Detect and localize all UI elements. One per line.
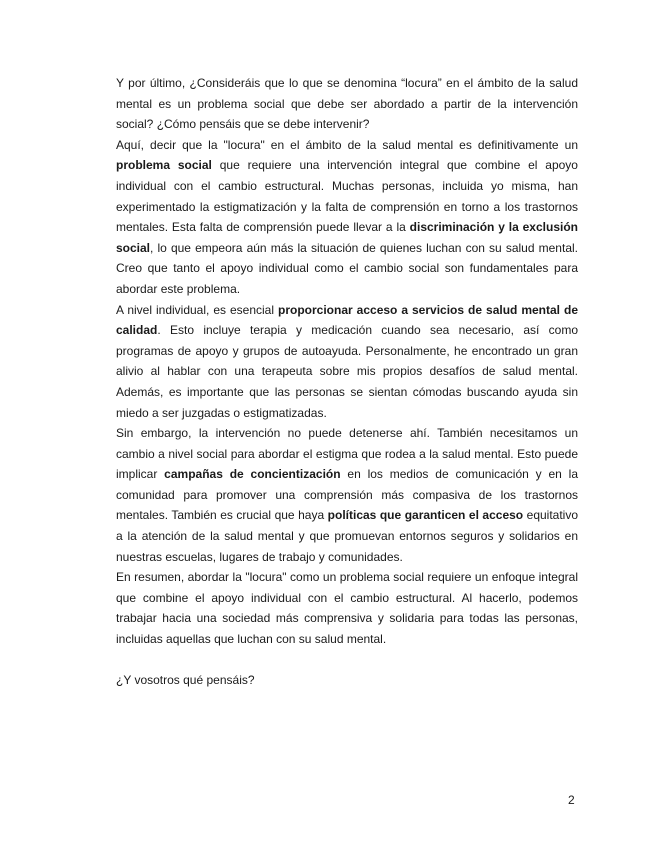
- paragraph-3-text-d: equitativo a la atención de la salud mental y que promuevan entornos seguros y solidarios en nuestras escuelas, lugares de trabajo y comunidades.: [116, 508, 579, 564]
- bold-acceso-servicios: proporcionar acceso a servicios de salud mental de calidad: [116, 302, 579, 338]
- paragraph-2-text-a: A nivel individual, es esencial: [116, 302, 279, 317]
- paragraph-2-text-c: . Esto incluye terapia y medicación cuando sea necesario, así como programas de apoyo y grupos de autoayuda. Personalmente, he encontrado un gran alivio al hablar con una terapeuta sobre mis propios desafíos de salud mental. Además, es importante que las personas se sientan cómodas buscando ayuda sin miedo a ser juzgadas o estigmatizadas.: [116, 323, 578, 420]
- paragraph-3-text-a: Sin embargo, la intervención no puede detenerse ahí. También necesitamos un cambio a nivel social para abordar el estigma que rodea a la salud mental. Esto puede implicar: [116, 426, 578, 482]
- paragraph-2: [116, 300, 578, 424]
- paragraph-4: En resumen, abordar la "locura" como un problema social requiere un enfoque integral que combine el apoyo individual con el cambio estructural. Al hacerlo, podemos trabajar hacia una sociedad más comprensiva y solidaria para todas las personas, incluidas aquellas que luchan con su salud mental.: [116, 570, 578, 647]
- bold-problema-social: problema social: [116, 158, 212, 173]
- bold-discriminacion: discriminación y la exclusión social: [116, 220, 578, 255]
- page-number: 2: [568, 793, 575, 807]
- question-paragraph: Y por último, ¿Consideráis que lo que se denomina “locura” en el ámbito de la salud mental es un problema social que debe ser abordado a partir de la intervención social? ¿Cómo pensáis que se debe intervenir?: [116, 76, 578, 132]
- closing-question: ¿Y vosotros qué pensáis?: [116, 673, 255, 688]
- paragraph-1-text-a: Aquí, decir que la "locura" en el ámbito de la salud mental es definitivamente un: [116, 137, 578, 152]
- paragraph-1: [116, 135, 578, 300]
- paragraph-3: [116, 423, 578, 567]
- paragraph-1-text-d: , lo que empeora aún más la situación de quienes luchan con su salud mental. Creo que tanto el apoyo individual como el cambio social son fundamentales para abordar este problema.: [116, 240, 578, 296]
- bold-campanas: campañas de concientización: [164, 467, 341, 482]
- paragraph-3-text-c: en los medios de comunicación y en la comunidad para promover una comprensión más compasiva de los trastornos mentales. También es crucial que haya: [116, 467, 579, 523]
- paragraph-1-text-c: que requiere una intervención integral que combine el apoyo individual con el cambio estructural. Muchas personas, incluida yo misma, han experimentado la estigmatización y la falta de comprensión en torno a los trastornos mentales. Esta falta de comprensión puede llevar a la: [116, 158, 578, 235]
- bold-politicas: políticas que garanticen el acceso: [327, 508, 524, 523]
- document-body: [116, 73, 578, 691]
